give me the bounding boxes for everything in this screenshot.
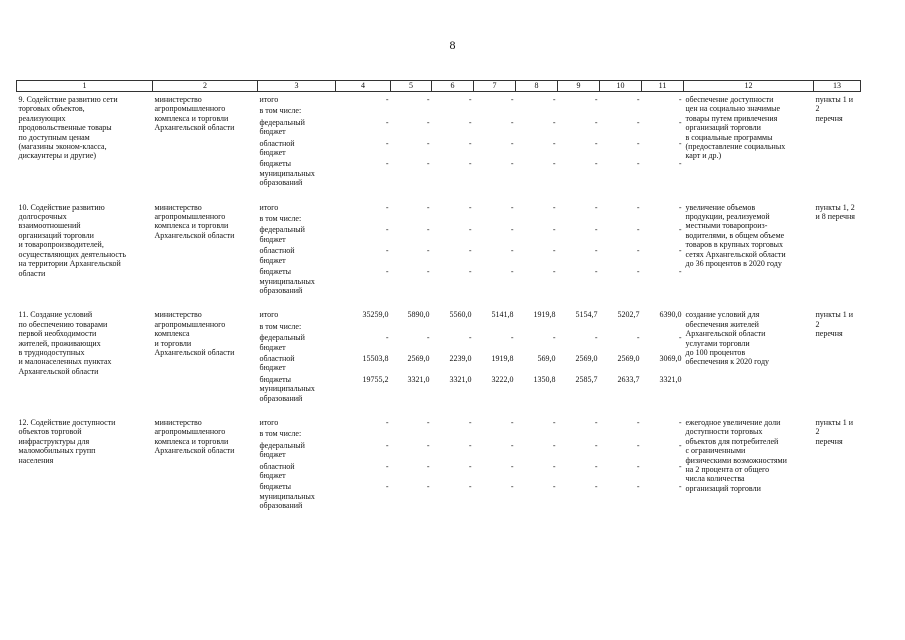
funding-value: -	[552, 417, 556, 427]
measures-body	[17, 92, 861, 523]
funding-value: 3321,0	[407, 374, 430, 384]
measure-title: 11. Создание условий по обеспечению товарами первой необходимости жителей, проживающих в труднодоступных и малонаселенных пунктах Архангельской области	[18, 310, 112, 376]
funding-value: 2569,0	[407, 353, 430, 363]
column-header: 12	[684, 81, 814, 92]
funding-value	[474, 106, 516, 117]
funding-value	[336, 322, 391, 333]
funding-value	[391, 214, 432, 225]
list-points: пункты 1 и 2 перечня	[815, 95, 853, 123]
measure-executor: министерство агропромышленного комплекса и торговли Архангельской области	[154, 417, 235, 456]
funding-value: -	[468, 440, 472, 450]
funding-value: -	[385, 333, 389, 343]
funding-value: -	[636, 95, 640, 104]
funding-value: -	[426, 461, 430, 471]
funding-value	[336, 429, 391, 440]
funding-value: -	[510, 482, 514, 492]
funding-value: -	[468, 461, 472, 471]
funding-value: -	[594, 417, 598, 427]
funding-source: бюджеты муниципальных образований	[259, 482, 315, 511]
funding-value: -	[426, 117, 430, 127]
funding-value: -	[385, 440, 389, 450]
funding-value: -	[510, 461, 514, 471]
funding-value: -	[636, 246, 640, 256]
funding-value: -	[385, 117, 389, 127]
funding-value: 569,0	[537, 353, 556, 363]
funding-value: -	[426, 138, 430, 148]
funding-value: -	[678, 138, 682, 148]
funding-value: 6390,0	[659, 310, 682, 320]
funding-value: -	[594, 333, 598, 343]
funding-value: 1350,8	[533, 374, 556, 384]
funding-source: областной бюджет	[259, 246, 295, 265]
funding-value: -	[552, 440, 556, 450]
funding-value: 5560,0	[449, 310, 472, 320]
list-points: пункты 1, 2 и 8 перечня	[815, 202, 855, 222]
funding-value	[516, 322, 558, 333]
funding-value: -	[552, 117, 556, 127]
funding-value: -	[510, 440, 514, 450]
funding-value: -	[510, 417, 514, 427]
funding-value: -	[636, 225, 640, 235]
measure-title: 10. Содействие развитию долгосрочных взаимоотношений организаций торговли и товаропроизводителей, осуществляющих деятельность на территории Архангельской области	[18, 202, 127, 278]
expected-result: ежегодное увеличение доли доступности торговых объектов для потребителей с ограниченными физическими возможностями на 2 процента от общего числа количества организаций торговли	[685, 417, 787, 493]
funding-value: -	[468, 225, 472, 235]
column-header: 4	[336, 81, 391, 92]
funding-value	[558, 322, 600, 333]
funding-value: 2239,0	[449, 353, 472, 363]
funding-value: -	[468, 159, 472, 169]
column-header: 7	[474, 81, 516, 92]
funding-value: -	[678, 417, 682, 427]
funding-value	[391, 429, 432, 440]
funding-value: -	[636, 267, 640, 277]
funding-source: областной бюджет	[259, 461, 295, 480]
funding-source: областной бюджет	[259, 138, 295, 158]
funding-value: -	[678, 95, 682, 104]
funding-value: -	[468, 95, 472, 104]
funding-value	[516, 214, 558, 225]
list-points: пункты 1 и 2 перечня	[815, 417, 853, 446]
funding-value	[432, 214, 474, 225]
funding-source: федеральный бюджет	[259, 333, 305, 352]
funding-value: 5202,7	[617, 310, 640, 320]
column-header: 8	[516, 81, 558, 92]
funding-value: 15503,8	[362, 353, 389, 363]
funding-value	[391, 106, 432, 117]
funding-source: бюджеты муниципальных образований	[259, 374, 315, 403]
funding-source: федеральный бюджет	[259, 440, 305, 460]
column-header: 11	[642, 81, 684, 92]
list-points: пункты 1 и 2 перечня	[815, 310, 853, 339]
funding-value: -	[678, 246, 682, 256]
funding-source: федеральный бюджет	[259, 117, 305, 137]
funding-value: -	[510, 159, 514, 169]
funding-value: -	[594, 117, 598, 127]
funding-value: 35259,0	[362, 310, 389, 320]
funding-value: -	[594, 159, 598, 169]
funding-value	[516, 429, 558, 440]
funding-value: -	[468, 267, 472, 277]
funding-value: -	[552, 461, 556, 471]
funding-source: областной бюджет	[259, 353, 295, 373]
funding-value: -	[552, 202, 556, 212]
funding-value: -	[594, 440, 598, 450]
funding-value: -	[678, 225, 682, 235]
funding-value: -	[636, 333, 640, 343]
expected-result: создание условий для обеспечения жителей Архангельской области услугами торговли до 100 процентов обеспечения к 2020 году	[685, 310, 770, 367]
funding-value: -	[594, 267, 598, 277]
funding-value: -	[636, 461, 640, 471]
funding-value: -	[468, 117, 472, 127]
funding-value: -	[636, 117, 640, 127]
funding-value	[558, 214, 600, 225]
funding-value: 3321,0	[659, 374, 682, 384]
funding-value: 2569,0	[575, 353, 598, 363]
funding-value	[642, 214, 684, 225]
funding-value: 1919,8	[491, 353, 514, 363]
funding-value	[642, 322, 684, 333]
funding-value: -	[426, 246, 430, 256]
funding-value: -	[678, 117, 682, 127]
funding-value: -	[468, 202, 472, 212]
funding-value: -	[636, 202, 640, 212]
funding-row	[17, 92, 861, 107]
funding-value: -	[510, 117, 514, 127]
funding-value: -	[510, 95, 514, 104]
funding-value: -	[426, 333, 430, 343]
funding-value: 1919,8	[533, 310, 556, 320]
funding-value: -	[385, 95, 389, 104]
funding-value: -	[510, 246, 514, 256]
funding-value	[474, 322, 516, 333]
funding-value: -	[678, 440, 682, 450]
funding-value: -	[552, 138, 556, 148]
column-header: 6	[432, 81, 474, 92]
funding-value	[516, 106, 558, 117]
funding-value: -	[678, 333, 682, 343]
funding-value: -	[426, 95, 430, 104]
funding-value: -	[678, 461, 682, 471]
column-header: 13	[814, 81, 861, 92]
funding-value: -	[594, 225, 598, 235]
funding-value: 3222,0	[491, 374, 514, 384]
funding-value: -	[552, 225, 556, 235]
funding-source: бюджеты муниципальных образований	[259, 159, 315, 188]
funding-value: -	[510, 225, 514, 235]
funding-value: -	[552, 333, 556, 343]
funding-value: -	[426, 159, 430, 169]
expected-result: обеспечение доступности цен на социально значимые товары путем привлечения организаций торговли в социальные программы (предоставление социальных карт и др.)	[685, 95, 786, 161]
funding-value: 2585,7	[575, 374, 598, 384]
funding-value: -	[594, 138, 598, 148]
funding-value	[474, 214, 516, 225]
funding-row	[17, 200, 861, 214]
funding-value: 2633,7	[617, 374, 640, 384]
funding-value: -	[426, 225, 430, 235]
page-number: 8	[449, 38, 456, 52]
funding-value: -	[385, 267, 389, 277]
funding-value: -	[385, 417, 389, 427]
column-header: 5	[391, 81, 432, 92]
measure-title: 9. Содействие развитию сети торговых объектов, реализующих продовольственные товары по доступным ценам (магазины эконом-класса, дискаунтеры и другие)	[18, 95, 118, 161]
column-header: 3	[258, 81, 336, 92]
funding-value: -	[385, 138, 389, 148]
funding-source: в том числе:	[259, 106, 302, 116]
funding-value: -	[552, 159, 556, 169]
funding-value: -	[385, 202, 389, 212]
funding-value: -	[678, 159, 682, 169]
funding-value	[600, 106, 642, 117]
funding-value: -	[468, 333, 472, 343]
funding-value: -	[510, 333, 514, 343]
column-header: 1	[17, 81, 153, 92]
funding-source: итого	[259, 202, 279, 212]
funding-value	[600, 429, 642, 440]
funding-value: 5890,0	[407, 310, 430, 320]
funding-row	[17, 415, 861, 429]
funding-value	[391, 322, 432, 333]
funding-value: -	[636, 138, 640, 148]
funding-value	[600, 214, 642, 225]
funding-value: -	[594, 246, 598, 256]
program-measures-table	[16, 80, 861, 523]
funding-value	[642, 106, 684, 117]
funding-value: -	[468, 138, 472, 148]
funding-value: 5154,7	[575, 310, 598, 320]
funding-value	[432, 106, 474, 117]
funding-value: -	[426, 482, 430, 492]
funding-value: 2569,0	[617, 353, 640, 363]
funding-value: -	[678, 267, 682, 277]
funding-value: -	[468, 417, 472, 427]
funding-value	[642, 429, 684, 440]
funding-value: 5141,8	[491, 310, 514, 320]
funding-value: -	[552, 95, 556, 104]
measure-title: 12. Содействие доступности объектов торговой инфраструктуры для маломобильных групп населения	[18, 417, 116, 465]
funding-value: -	[678, 482, 682, 492]
funding-value: -	[510, 267, 514, 277]
funding-source: в том числе:	[259, 214, 302, 224]
funding-value: -	[426, 267, 430, 277]
funding-value: -	[426, 417, 430, 427]
funding-value: 19755,2	[362, 374, 389, 384]
funding-value: -	[385, 461, 389, 471]
funding-value	[432, 322, 474, 333]
funding-value	[558, 106, 600, 117]
funding-value: -	[385, 225, 389, 235]
funding-source: в том числе:	[259, 429, 302, 439]
funding-source: итого	[259, 310, 279, 320]
column-number-row	[17, 81, 861, 92]
column-header: 10	[600, 81, 642, 92]
funding-value: -	[636, 417, 640, 427]
funding-source: бюджеты муниципальных образований	[259, 267, 315, 295]
funding-value: -	[552, 246, 556, 256]
funding-source: итого	[259, 417, 279, 427]
funding-value: -	[468, 246, 472, 256]
column-header: 2	[153, 81, 258, 92]
funding-value: -	[385, 246, 389, 256]
funding-value: -	[594, 95, 598, 104]
funding-value: -	[426, 440, 430, 450]
funding-value	[474, 429, 516, 440]
measure-executor: министерство агропромышленного комплекса и торговли Архангельской области	[154, 310, 235, 357]
funding-value	[600, 322, 642, 333]
funding-value	[336, 106, 391, 117]
funding-value: -	[385, 159, 389, 169]
funding-value: -	[636, 482, 640, 492]
funding-value: -	[385, 482, 389, 492]
funding-value: -	[510, 202, 514, 212]
funding-row	[17, 307, 861, 321]
funding-value: -	[468, 482, 472, 492]
funding-value: 3069,0	[659, 353, 682, 363]
funding-value: -	[594, 461, 598, 471]
funding-value: -	[594, 482, 598, 492]
funding-value: -	[426, 202, 430, 212]
funding-value: -	[678, 202, 682, 212]
funding-value	[336, 214, 391, 225]
funding-value: -	[636, 159, 640, 169]
funding-value: -	[552, 267, 556, 277]
funding-value: -	[510, 138, 514, 148]
funding-value	[432, 429, 474, 440]
funding-source: в том числе:	[259, 321, 302, 331]
column-header: 9	[558, 81, 600, 92]
funding-value	[558, 429, 600, 440]
funding-value: -	[636, 440, 640, 450]
funding-value: -	[552, 482, 556, 492]
funding-value: 3321,0	[449, 374, 472, 384]
measure-executor: министерство агропромышленного комплекса и торговли Архангельской области	[154, 202, 235, 240]
funding-source: федеральный бюджет	[259, 225, 305, 244]
expected-result: увеличение объемов продукции, реализуемой местными товаропроиз- водителями, в общем объеме товаров в крупных торговых сетях Архангельской области до 36 процентов в 2020 году	[685, 202, 786, 269]
funding-source: итого	[259, 95, 279, 104]
funding-value: -	[594, 202, 598, 212]
measure-executor: министерство агропромышленного комплекса и торговли Архангельской области	[154, 95, 235, 133]
